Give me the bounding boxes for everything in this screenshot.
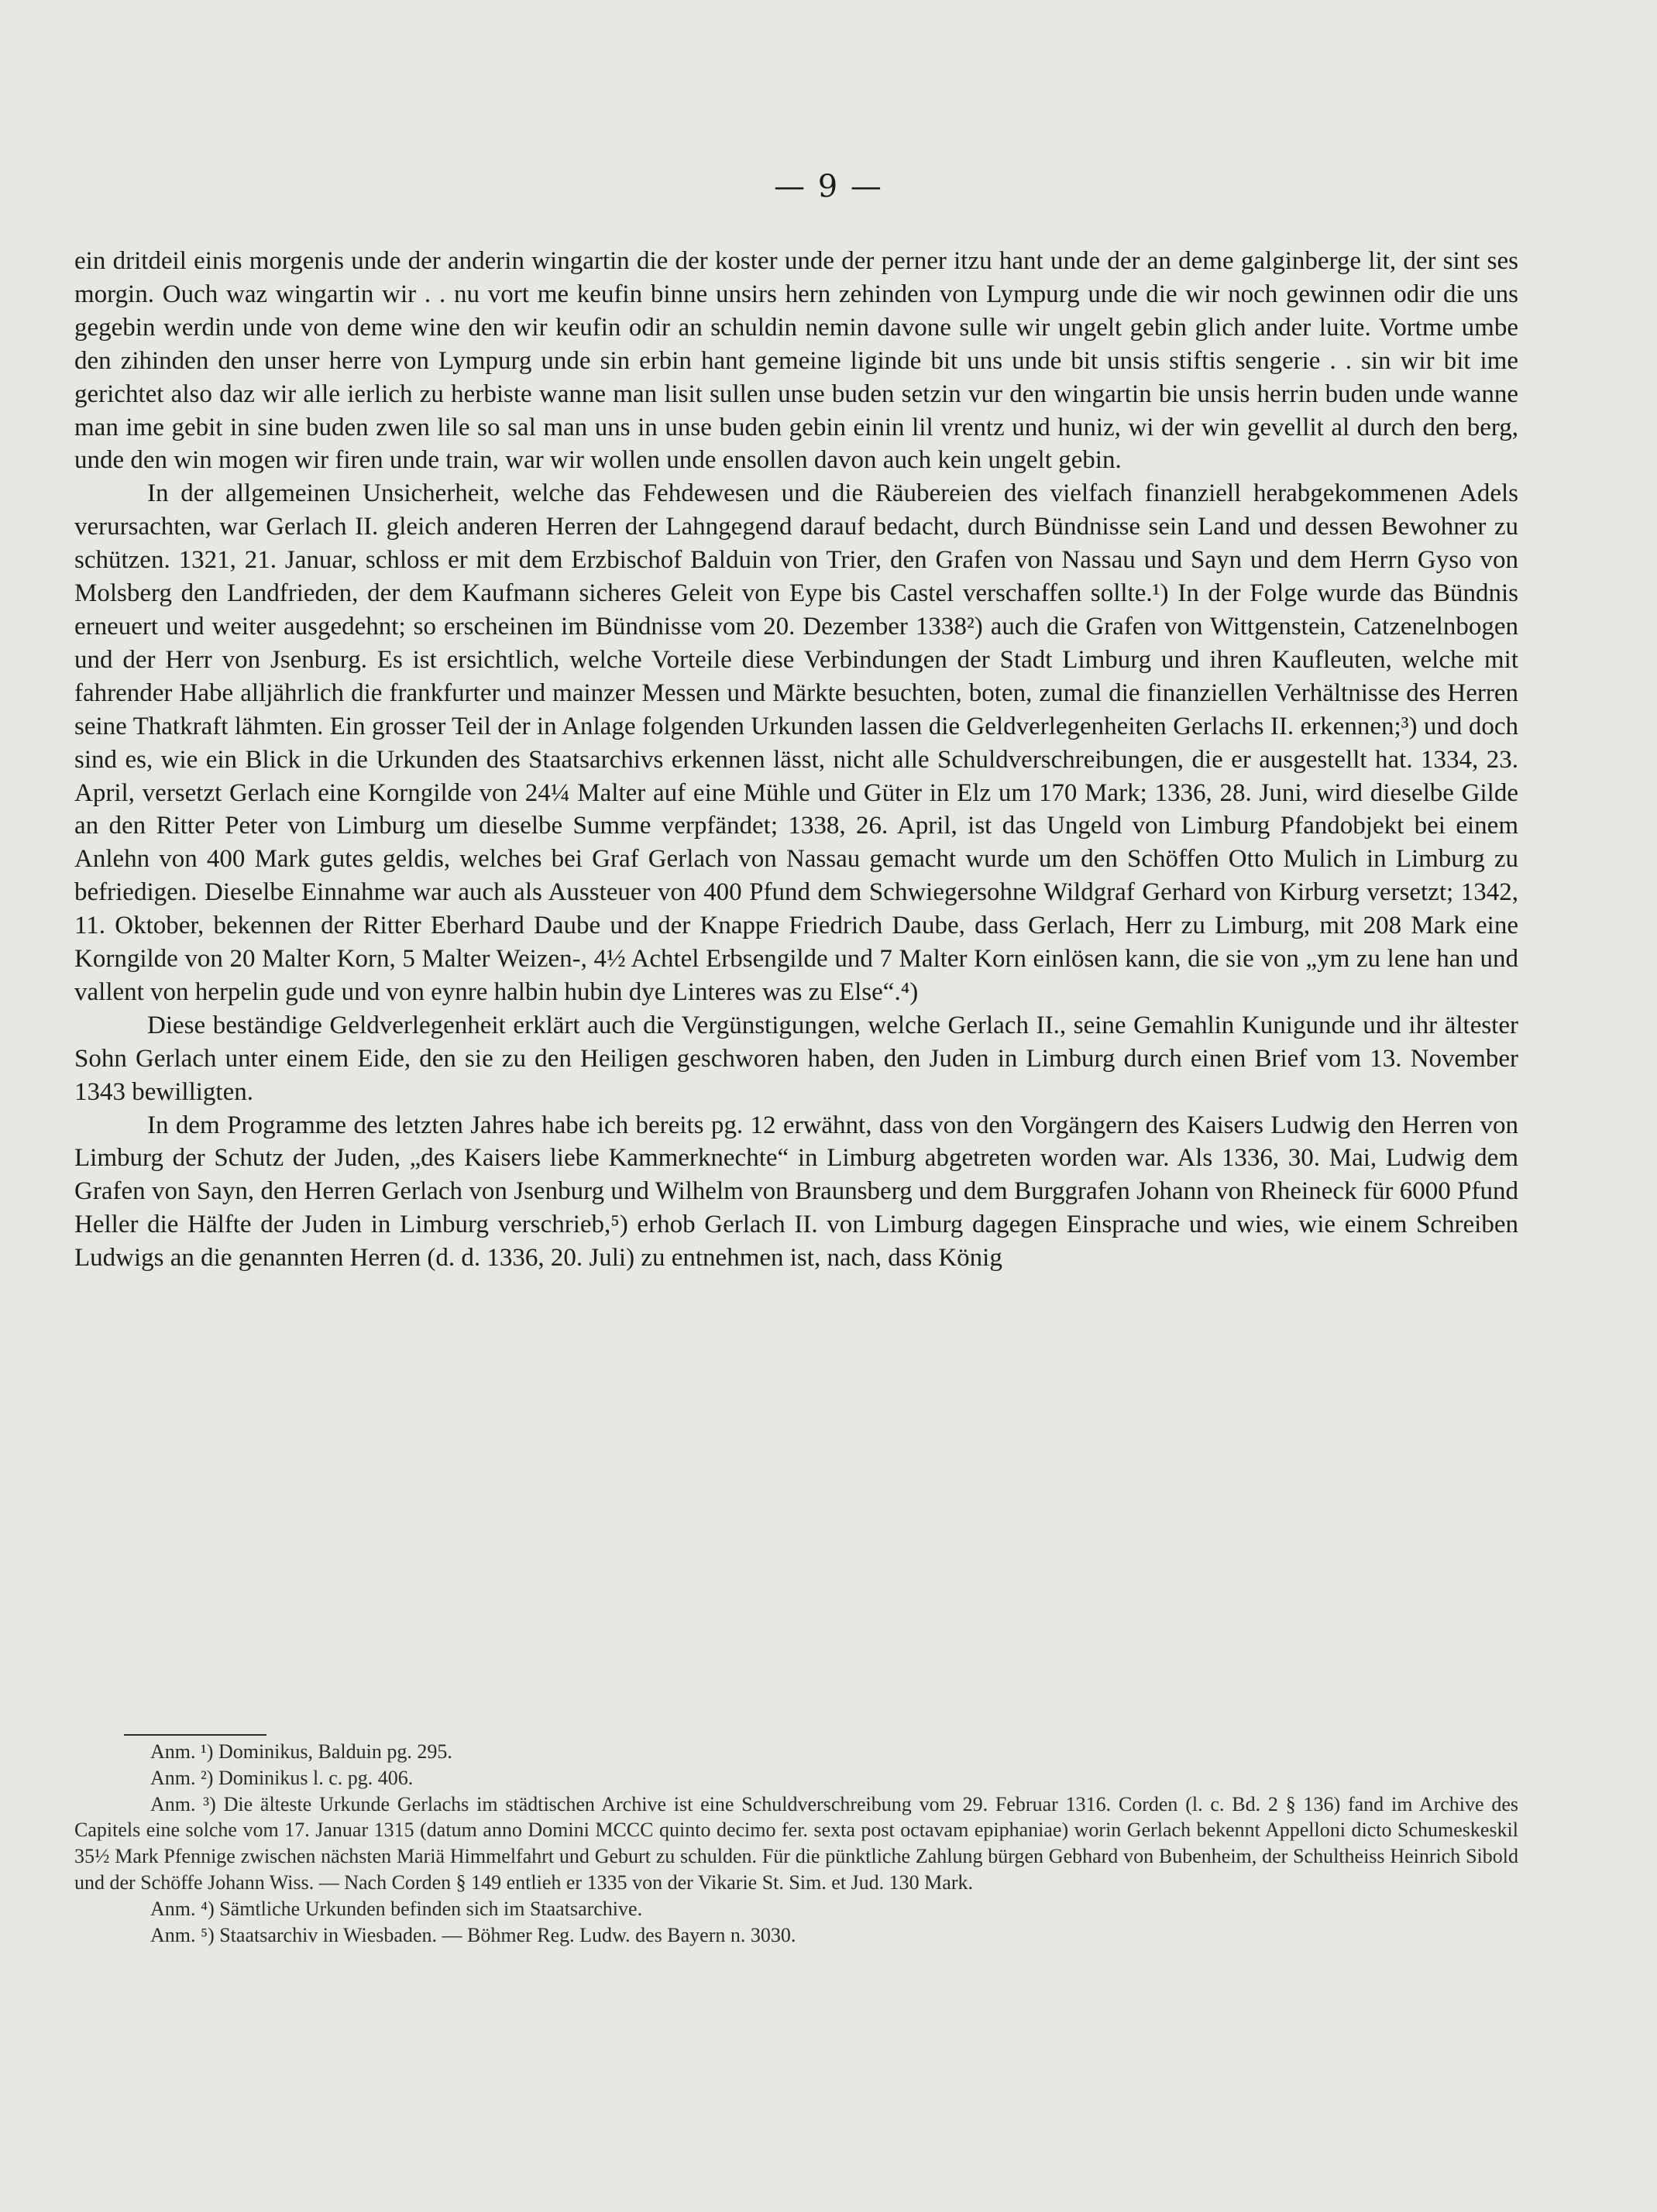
footnote-5: Anm. ⁵) Staatsarchiv in Wiesbaden. — Böhmer Reg. Ludw. des Bayern n. 3030.	[150, 1923, 796, 1946]
footnotes	[74, 1739, 1518, 1948]
paragraph-4: In dem Programme des letzten Jahres habe ich bereits pg. 12 erwähnt, dass von den Vorgängern des Kaisers Ludwig den Herren von Limburg der Schutz der Juden, „des Kaisers liebe Kammerknechte“ in Limburg abgetreten worden war. Als 1336, 30. Mai, Ludwig dem Grafen von Sayn, den Herren Gerlach von Jsenburg und Wilhelm von Braunsberg und dem Burggrafen Johann von Rheineck für 6000 Pfund Heller die Hälfte der Juden in Limburg verschrieb,⁵) erhob Gerlach II. von Limburg dagegen Einsprache und wies, wie einem Schreiben Ludwigs an die genannten Herren (d. d. 1336, 20. Juli) zu entnehmen ist, nach, dass König	[74, 1111, 1518, 1273]
paragraph-3: Diese beständige Geldverlegenheit erklärt auch die Vergünstigungen, welche Gerlach II., seine Gemahlin Kunigunde und ihr ältester Sohn Gerlach unter einem Eide, den sie zu den Heiligen geschworen haben, den Juden in Limburg durch einen Brief vom 13. November 1343 bewilligten.	[74, 1011, 1518, 1106]
body-text	[74, 245, 1518, 1275]
footnote-1: Anm. ¹) Dominikus, Balduin pg. 295.	[150, 1740, 452, 1763]
footnote-3: Anm. ³) Die älteste Urkunde Gerlachs im städtischen Archive ist eine Schuldverschreibung vom 29. Februar 1316. Corden (l. c. Bd. 2 § 136) fand im Archive des Capitels eine solche vom 17. Januar 1315 (datum anno Domini MCCC quinto decimo fer. sexta post octavam epiphaniae) worin Gerlach bekennt Appelloni dicto Schumeskeskil 35½ Mark Pfennige zwischen nächsten Mariä Himmelfahrt und Geburt zu schulden. Für die pünktliche Zahlung bürgen Gebhard von Bubenheim, der Schultheiss Heinrich Sibold und der Schöffe Johann Wiss. — Nach Corden § 149 entlieh er 1335 von der Vikarie St. Sim. et Jud. 130 Mark.	[74, 1792, 1518, 1894]
footnote-2: Anm. ²) Dominikus l. c. pg. 406.	[150, 1766, 414, 1789]
page-number: — 9 —	[774, 169, 883, 204]
paragraph-2: In der allgemeinen Unsicherheit, welche das Fehdewesen und die Räubereien des vielfach finanziell herabgekommenen Adels verursachten, war Gerlach II. gleich anderen Herren der Lahngegend darauf bedacht, durch Bündnisse sein Land und dessen Bewohner zu schützen. 1321, 21. Januar, schloss er mit dem Erzbischof Balduin von Trier, den Grafen von Nassau und Sayn und dem Herrn Gyso von Molsberg den Landfrieden, der dem Kaufmann sicheres Geleit von Eype bis Castel verschaffen sollte.¹) In der Folge wurde das Bündnis erneuert und weiter ausgedehnt; so erscheinen im Bündnisse vom 20. Dezember 1338²) auch die Grafen von Wittgenstein, Catzenelnbogen und der Herr von Jsenburg. Es ist ersichtlich, welche Vorteile diese Verbindungen der Stadt Limburg und ihren Kaufleuten, welche mit fahrender Habe alljährlich die frankfurter und mainzer Messen und Märkte besuchten, boten, zumal die finanziellen Verhältnisse des Herren seine Thatkraft lähmten. Ein grosser Teil der in Anlage folgenden Urkunden lassen die Geldverlegenheiten Gerlachs II. erkennen;³) und doch sind es, wie ein Blick in die Urkunden des Staatsarchivs erkennen lässt, nicht alle Schuldverschreibungen, die er ausgestellt hat. 1334, 23. April, versetzt Gerlach eine Korngilde von 24¼ Malter auf eine Mühle und Güter in Elz um 170 Mark; 1336, 28. Juni, wird dieselbe Gilde an den Ritter Peter von Limburg um dieselbe Summe verpfändet; 1338, 26. April, ist das Ungeld von Limburg Pfandobjekt bei einem Anlehn von 400 Mark gutes geldis, welches bei Graf Gerlach von Nassau gemacht wurde um den Schöffen Otto Mulich in Limburg zu befriedigen. Dieselbe Einnahme war auch als Aussteuer von 400 Pfund dem Schwiegersohne Wildgraf Gerhard von Kirburg versetzt; 1342, 11. Oktober, bekennen der Ritter Eberhard Daube und der Knappe Friedrich Daube, dass Gerlach, Herr zu Limburg, mit 208 Mark eine Korngilde von 20 Malter Korn, 5 Malter Weizen-, 4½ Achtel Erbsengilde und 7 Malter Korn einlösen kann, die sie von „ym zu lene han und vallent von herpelin gude und von eynre halbin hubin dye Linteres was zu Else“.⁴)	[74, 479, 1518, 1006]
footnote-divider	[124, 1734, 266, 1736]
footnote-4: Anm. ⁴) Sämtliche Urkunden befinden sich im Staatsarchive.	[150, 1897, 643, 1920]
paragraph-1: ein dritdeil einis morgenis unde der anderin wingartin die der koster unde der perner itzu hant unde der an deme galginberge lit, der sint ses morgin. Ouch waz wingartin wir . . nu vort me keufin binne unsirs hern zehinden von Lympurg unde die wir noch gewinnen odir die uns gegebin werdin unde von deme wine den wir keufin odir an schuldin nemin davone sulle wir ungelt gebin glich ander luite. Vortme umbe den zihinden den unser herre von Lympurg unde sin erbin hant gemeine liginde bit uns unde bit unsis stiftis sengerie . . sin wir bit ime gerichtet also daz wir alle ierlich zu herbiste wanne man lisit sullen unse buden setzin vur den wingartin bie unsis herrin buden unde wanne man ime gebit in sine buden zwen lile so sal man uns in unse buden gebin einin lil vrentz und huniz, wi der win gevellit al durch den berg, unde den win mogen wir firen unde train, war wir wollen unde ensollen davon auch kein ungelt gebin.	[74, 247, 1518, 475]
